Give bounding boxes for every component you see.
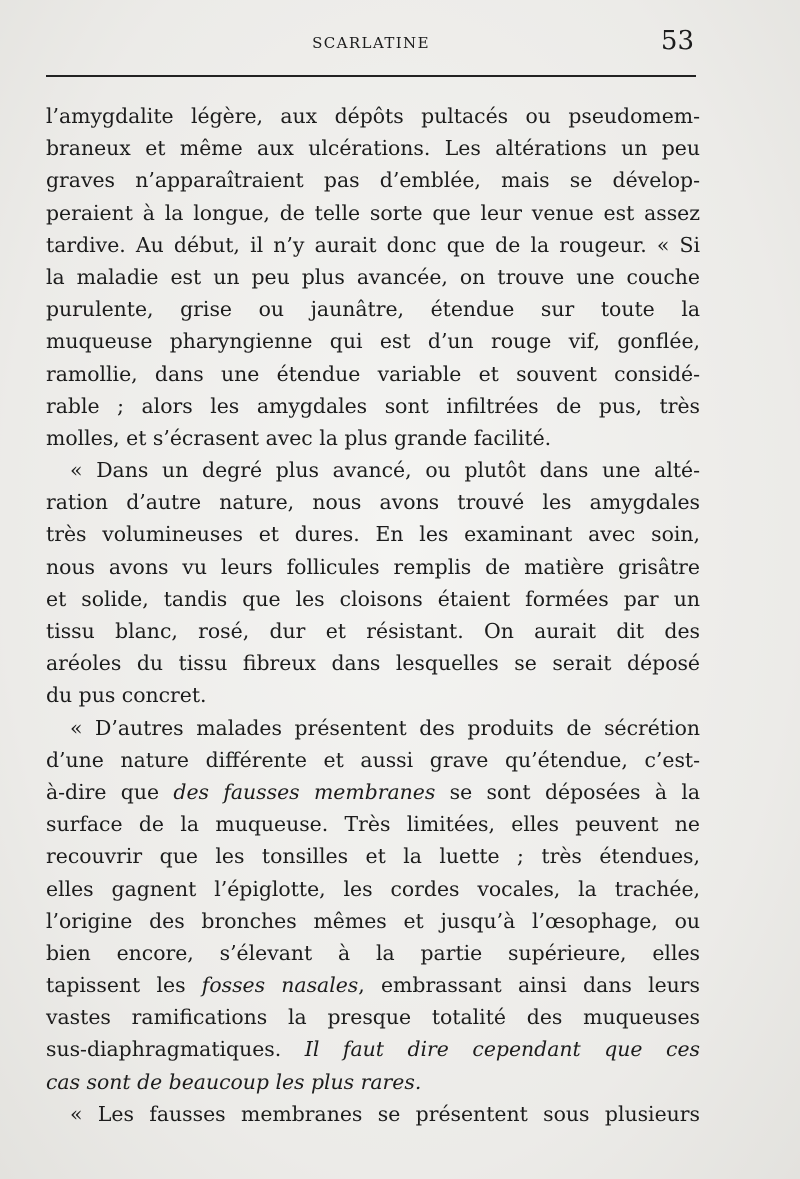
- text-line: tissu blanc, rosé, dur et résistant. On aurait dit des: [46, 619, 700, 643]
- italic-run: des fausses membranes: [173, 779, 436, 804]
- text-line: elles gagnent l’épiglotte, les cordes vocales, la trachée,: [46, 876, 700, 901]
- text-line: braneux et même aux ulcérations. Les altérations un peu: [46, 136, 700, 161]
- text-line: peraient à la longue, de telle sorte que leur venue est assez: [46, 200, 700, 225]
- text-line: du pus concret.: [46, 683, 207, 708]
- text-line: très volumineuses et dures. En les examinant avec soin,: [46, 522, 700, 547]
- text-run: à-dire que: [46, 779, 174, 804]
- text-line: nous avons vu leurs follicules remplis de matière grisâtre: [46, 554, 700, 579]
- text-run: sus-diaphragmatiques.: [46, 1037, 305, 1062]
- text-line: ramollie, dans une étendue variable et souvent considé-: [46, 361, 700, 386]
- italic-run: fosses nasales: [201, 973, 359, 998]
- text-line: recouvrir que les tonsilles et la luette ; très étendues,: [46, 844, 700, 869]
- text-line: graves n’apparaîtraient pas d’emblée, mais se dévelop-: [46, 168, 700, 193]
- text-line: d’une nature différente et aussi grave qu’étendue, c’est-: [46, 747, 700, 772]
- running-head: [46, 26, 696, 60]
- text-line: purulente, grise ou jaunâtre, étendue sur toute la: [46, 297, 700, 322]
- text-line: « D’autres malades présentent des produits de sécrétion: [70, 715, 700, 740]
- text-line: [46, 1033, 700, 1065]
- italic-run: cas sont de beaucoup les plus rares.: [46, 1069, 422, 1094]
- text-line: la maladie est un peu plus avancée, on trouve une couche: [46, 264, 700, 289]
- text-line: rable ; alors les amygdales sont infiltrées de pus, très: [46, 393, 700, 418]
- text-line: surface de la muqueuse. Très limitées, elles peuvent ne: [46, 812, 700, 837]
- page-number: 53: [660, 26, 694, 56]
- text-line: ration d’autre nature, nous avons trouvé les amygdales: [46, 490, 700, 515]
- text-line: [46, 969, 700, 1001]
- header-rule: [46, 75, 696, 77]
- running-title: SCARLATINE: [312, 34, 430, 52]
- text-line: molles, et s’écrasent avec la plus grande facilité.: [46, 425, 552, 450]
- text-line: aréoles du tissu fibreux dans lesquelles se serait déposé: [46, 651, 700, 676]
- text-line: vastes ramifications la presque totalité des muqueuses: [46, 1005, 700, 1030]
- italic-run: Il faut dire cependant que ces: [304, 1037, 700, 1062]
- text-run: , embrassant ainsi dans leurs: [358, 973, 700, 998]
- text-line: « Les fausses membranes se présentent sous plusieurs: [70, 1101, 700, 1126]
- text-run: se sont déposées à la: [435, 779, 701, 804]
- text-line: tardive. Au début, il n’y aurait donc que de la rougeur. « Si: [46, 232, 700, 257]
- text-run: tapissent les: [46, 973, 202, 998]
- text-line: bien encore, s’élevant à la partie supérieure, elles: [46, 940, 700, 965]
- text-line: muqueuse pharyngienne qui est d’un rouge vif, gonflée,: [46, 329, 700, 354]
- text-line: l’origine des bronches mêmes et jusqu’à l’œsophage, ou: [46, 908, 700, 933]
- text-line: [46, 1066, 700, 1098]
- body-text: [46, 100, 700, 1130]
- text-line: l’amygdalite légère, aux dépôts pultacés ou pseudomem-: [46, 104, 700, 128]
- text-line: [46, 776, 700, 808]
- text-line: et solide, tandis que les cloisons étaient formées par un: [46, 586, 700, 611]
- text-line: « Dans un degré plus avancé, ou plutôt dans une alté-: [70, 458, 700, 483]
